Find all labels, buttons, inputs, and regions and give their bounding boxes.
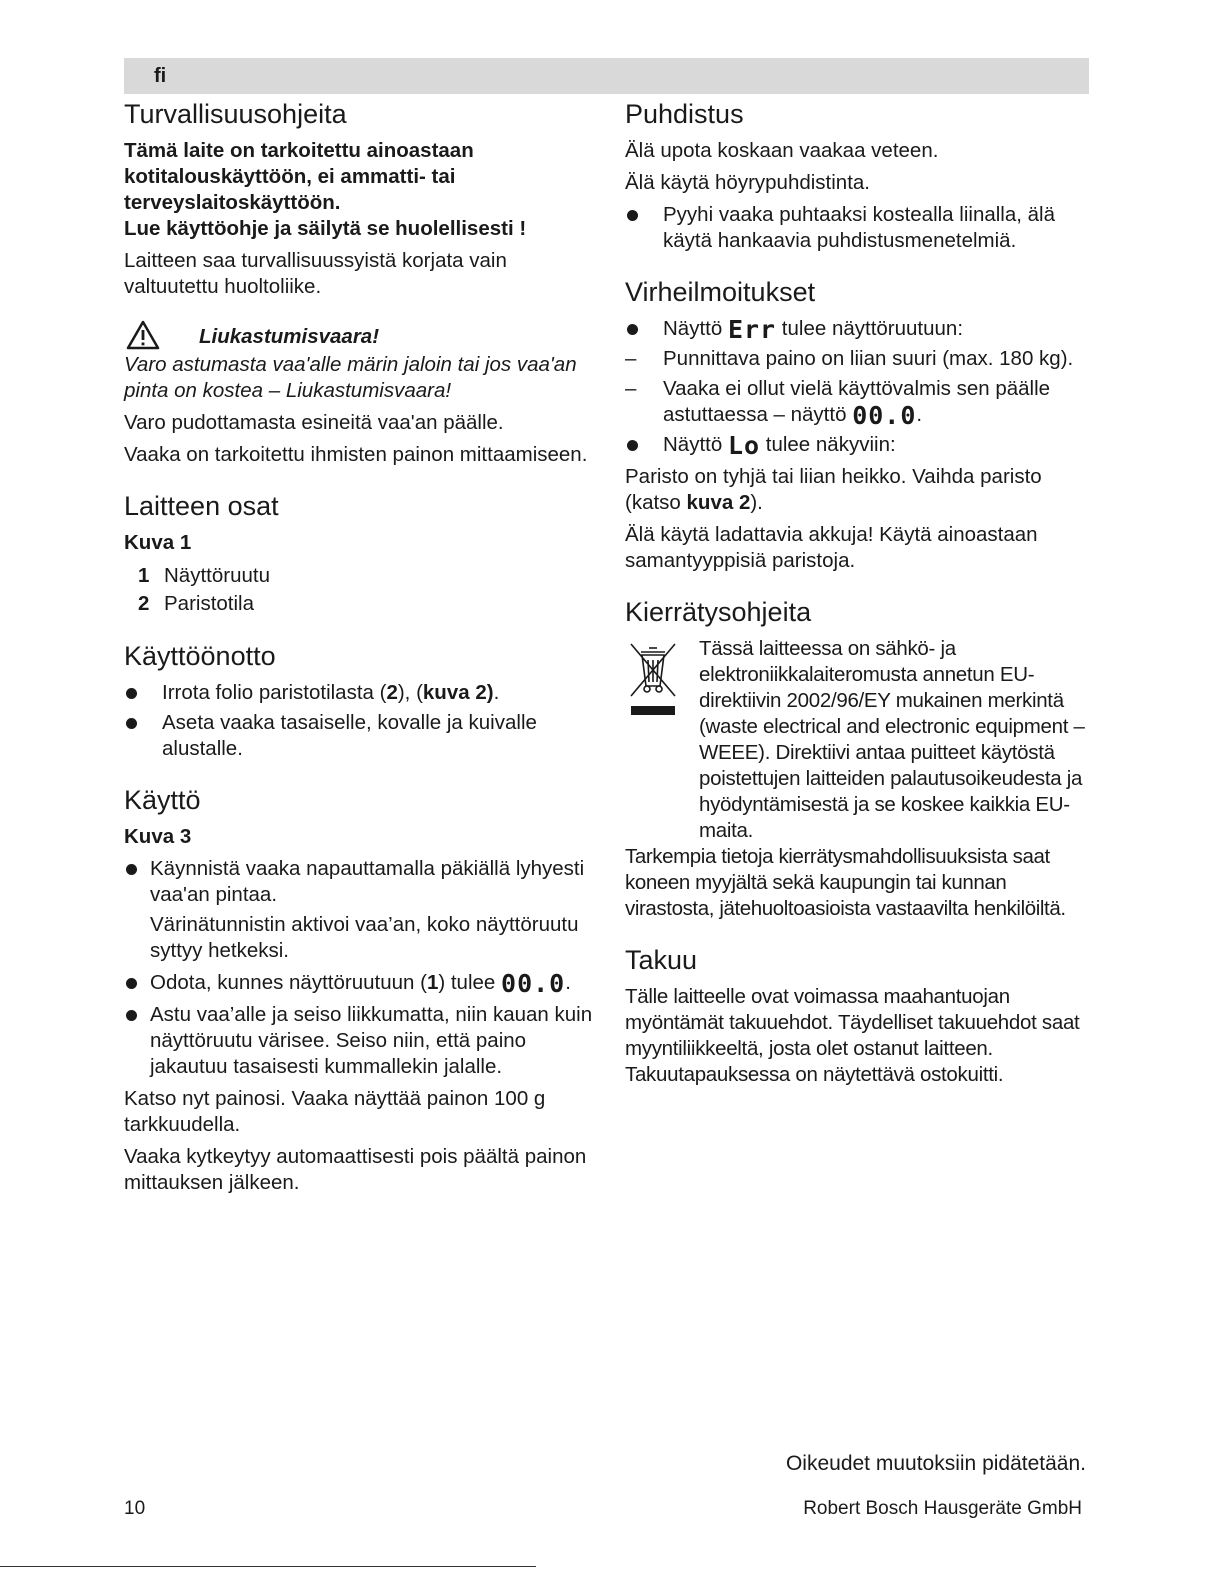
bullet-icon <box>627 440 638 451</box>
warning-title: Liukastumisvaara! <box>199 325 380 348</box>
usage-title: Käyttö <box>124 785 201 815</box>
list-item: 2 Paristotila <box>138 592 255 615</box>
warning-text: Varo astumasta vaa'alle märin jaloin tai jos vaa'an pinta on kostea – Liukastumisvaara! <box>124 353 577 402</box>
bullet-icon <box>126 1010 137 1021</box>
list-item: – Punnittava paino on liian suuri (max. 180 kg). <box>625 347 1074 370</box>
drop-warning-text: Varo pudottamasta esineitä vaa'an päälle. <box>124 411 504 434</box>
parts-figure-ref: Kuva 1 <box>124 531 192 554</box>
recycling-title: Kierrätysohjeita <box>625 597 812 627</box>
list-item: Astu vaa’alle ja seiso liikkumatta, niin kauan kuin näyttöruutu värisee. Seiso niin, että paino jakautuu tasaisesti kummallekin jalalle. <box>124 1002 594 1080</box>
bullet-icon <box>126 688 137 699</box>
dash-marker: – <box>625 347 637 370</box>
low-battery-display-readout: Lo <box>727 431 761 460</box>
recycling-notice <box>625 636 1095 844</box>
bullet-icon <box>627 210 638 221</box>
list-item: Näyttö Err tulee näyttöruutuun: <box>625 316 1095 342</box>
cleaning-section <box>625 96 1095 254</box>
cleaning-text-2: Älä käytä höyrypuhdistinta. <box>625 171 870 194</box>
weee-crossed-bin-icon <box>627 642 679 727</box>
bullet-icon <box>627 324 638 335</box>
purpose-text: Vaaka on tarkoitettu ihmisten painon mittaamiseen. <box>124 443 588 466</box>
left-column <box>124 96 594 1216</box>
safety-repair-text: Laitteen saa turvallisuussyistä korjata vain valtuutettu huoltoliike. <box>124 249 507 298</box>
slip-warning <box>124 306 594 404</box>
dash-marker: – <box>625 377 637 400</box>
list-item: – Vaaka ei ollut vielä käyttövalmis sen päälle astuttaessa – näyttö 00.0. <box>625 377 1051 430</box>
cleaning-list <box>625 202 1095 254</box>
usage-sub-text: Värinätunnistin aktivoi vaa’an, koko näyttöruutu syttyy hetkeksi. <box>150 913 579 962</box>
warning-triangle-icon <box>126 320 160 355</box>
rights-note: Oikeudet muutoksiin pidätetään. <box>785 1452 1086 1475</box>
list-item: Aseta vaaka tasaiselle, kovalle ja kuivalle alustalle. <box>124 710 594 762</box>
recycling-more-text: Tarkempia tietoja kierrätysmahdollisuuksista saat koneen myyjältä sekä kaupungin tai kunnan virastosta, jätehuoltoasioista vastaavilta henkilöiltä. <box>625 845 1066 920</box>
safety-intro-line-4: Lue käyttöohje ja säilytä se huolellisesti ! <box>124 217 527 240</box>
list-item: Odota, kunnes näyttöruutuun (1) tulee 00.0. <box>124 970 594 996</box>
recycling-text: Tässä laitteessa on sähkö- ja elektroniikkalaiteromusta annetun EU-direktiivin 2002/96/EY mukainen merkintä (waste electrical and electronic equipment – WEEE). Direktiivi antaa puitteet käytöstä poistettujen laitteiden palautusoikeudesta ja hyödyntämisestä ja se koskee kaikkia EU-maita. <box>699 637 1085 842</box>
list-item: Näyttö Lo tulee näkyviin: <box>625 432 1095 458</box>
bullet-icon <box>126 718 137 729</box>
parts-section <box>124 488 594 618</box>
language-code: fi <box>154 65 167 87</box>
safety-title: Turvallisuusohjeita <box>124 99 347 129</box>
errors-title: Virheilmoitukset <box>625 277 816 307</box>
rechargeable-warning-text: Älä käytä ladattavia akkuja! Käytä ainoastaan samantyyppisiä paristoja. <box>625 523 1038 572</box>
setup-title: Käyttöönotto <box>124 641 276 671</box>
warranty-text: Tälle laitteelle ovat voimassa maahantuojan myöntämät takuuehdot. Täydelliset takuuehdot saat myyntiliikkeeltä, josta olet ostanut laitteen. Takuutapauksessa on näytettävä ostokuitti. <box>625 985 1080 1086</box>
safety-intro-line-2: kotitalouskäyttöön, ei ammatti- tai <box>124 165 456 188</box>
setup-section <box>124 638 594 762</box>
result-text: Katso nyt painosi. Vaaka näyttää painon 100 g tarkkuudella. <box>124 1087 546 1136</box>
recycling-section <box>625 594 1095 922</box>
company-name: Robert Bosch Hausgeräte GmbH <box>803 1498 1082 1519</box>
battery-text: Paristo on tyhjä tai liian heikko. Vaihda paristo (katso kuva 2). <box>625 465 1042 514</box>
setup-list <box>124 680 594 762</box>
safety-intro-line-3: terveyslaitoskäyttöön. <box>124 191 341 214</box>
warranty-title: Takuu <box>625 945 698 975</box>
list-item: 1 Näyttöruutu <box>138 564 270 587</box>
display-readout: 00.0 <box>852 401 917 430</box>
bullet-icon <box>126 978 137 989</box>
list-item: Irrota folio paristotilasta (2), (kuva 2). <box>124 680 594 706</box>
parts-list <box>124 562 594 618</box>
errors-section <box>625 274 1095 574</box>
right-column <box>625 96 1095 1108</box>
bullet-icon <box>126 864 137 875</box>
usage-figure-ref: Kuva 3 <box>124 825 192 848</box>
bottom-divider <box>0 1566 536 1567</box>
list-item: Käynnistä vaaka napauttamalla päkiällä lyhyesti vaa'an pintaa. Värinätunnistin aktivoi vaa’an, koko näyttöruutu syttyy hetkeksi. <box>124 856 594 964</box>
warranty-section <box>625 942 1095 1088</box>
cleaning-title: Puhdistus <box>625 99 744 129</box>
usage-section <box>124 782 594 1196</box>
language-bar <box>124 58 1089 94</box>
parts-title: Laitteen osat <box>124 491 279 521</box>
errors-list <box>625 316 1095 458</box>
display-readout: 00.0 <box>501 969 566 998</box>
auto-off-text: Vaaka kytkeytyy automaattisesti pois päältä painon mittauksen jälkeen. <box>124 1145 587 1194</box>
usage-list <box>124 856 594 1080</box>
error-display-readout: Err <box>727 315 777 344</box>
cleaning-text-1: Älä upota koskaan vaakaa veteen. <box>625 139 939 162</box>
safety-section <box>124 96 594 468</box>
safety-intro-line-1: Tämä laite on tarkoitettu ainoastaan <box>124 139 474 162</box>
page-number: 10 <box>124 1498 146 1519</box>
list-item: Pyyhi vaaka puhtaaksi kostealla liinalla, älä käytä hankaavia puhdistusmenetelmiä. <box>625 202 1095 254</box>
